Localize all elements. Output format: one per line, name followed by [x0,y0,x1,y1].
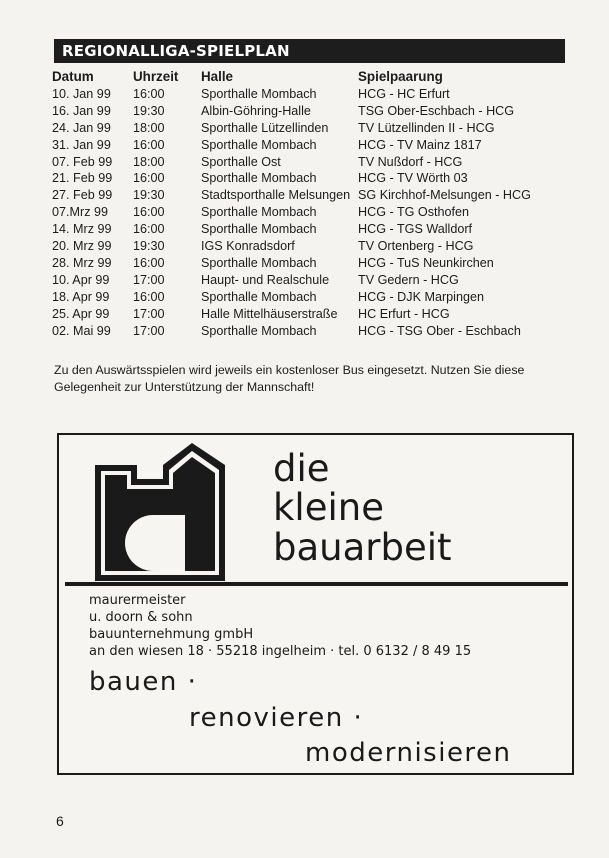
table-row [52,306,531,323]
table-row [52,187,531,204]
advertisement [57,433,574,775]
header-match: Spielpaarung [358,69,443,84]
cell-date: 27. Feb 99 [52,188,113,203]
table-row [52,154,531,171]
cell-hall: Haupt- und Realschule [201,272,330,287]
cell-time: 17:00 [133,306,165,321]
table-header-row [52,69,531,86]
cell-hall: Sporthalle Mombach [201,86,317,101]
cell-match: HCG - HC Erfurt [358,86,450,101]
cell-match: TSG Ober-Eschbach - HCG [358,103,515,118]
cell-match: HCG - TV Mainz 1817 [358,137,482,152]
cell-hall: Sporthalle Mombach [201,205,317,220]
cell-hall: Stadtsporthalle Melsungen [201,188,351,203]
cell-match: TV Gedern - HCG [358,272,459,287]
cell-hall: Sporthalle Lützellinden [201,120,329,135]
cell-hall: Sporthalle Ost [201,154,281,169]
cell-time: 16:00 [133,171,165,186]
cell-date: 31. Jan 99 [52,137,111,152]
house-logo-icon [95,443,235,593]
cell-match: HCG - TGS Walldorf [358,222,473,237]
table-row [52,272,531,289]
cell-date: 07. Feb 99 [52,154,113,169]
cell-time: 17:00 [133,323,165,338]
header-date: Datum [52,69,94,84]
table-row [52,137,531,154]
header-time: Uhrzeit [133,69,179,84]
cell-date: 16. Jan 99 [52,103,111,118]
bus-note: Zu den Auswärtsspielen wird jeweils ein kostenloser Bus eingesetzt. Nutzen Sie diese Gelegenheit zur Unterstützung der Mannschaft! [54,363,525,394]
ad-address-line: maurermeister [89,593,186,608]
cell-hall: IGS Konradsdorf [201,239,295,254]
cell-time: 19:30 [133,188,165,203]
ad-address-line: u. doorn & sohn [89,610,193,625]
schedule-table [52,69,531,340]
cell-match: TV Ortenberg - HCG [358,239,474,254]
cell-date: 02. Mai 99 [52,323,111,338]
cell-match: HCG - TV Wörth 03 [358,171,468,186]
ad-slogan-line: renovieren · [189,703,364,733]
cell-date: 24. Jan 99 [52,120,111,135]
cell-match: HC Erfurt - HCG [358,306,450,321]
cell-time: 16:00 [133,289,165,304]
cell-match: HCG - TG Osthofen [358,205,470,220]
table-row [52,86,531,103]
table-row [52,170,531,187]
cell-hall: Sporthalle Mombach [201,137,317,152]
table-row [52,103,531,120]
cell-hall: Sporthalle Mombach [201,323,317,338]
cell-date: 10. Jan 99 [52,86,111,101]
table-row [52,238,531,255]
table-row [52,120,531,137]
cell-date: 20. Mrz 99 [52,239,112,254]
cell-time: 18:00 [133,120,165,135]
cell-time: 19:30 [133,239,165,254]
ad-address-line: bauunternehmung gmbH [89,627,254,642]
cell-match: SG Kirchhof-Melsungen - HCG [358,188,531,203]
cell-time: 18:00 [133,154,165,169]
cell-hall: Halle Mittelhäuserstraße [201,306,338,321]
cell-time: 19:30 [133,103,165,118]
cell-hall: Sporthalle Mombach [201,222,317,237]
ad-slogan-line: modernisieren [305,738,512,768]
table-row [52,221,531,238]
cell-date: 18. Apr 99 [52,289,110,304]
schedule-body [52,86,531,340]
cell-hall: Sporthalle Mombach [201,255,317,270]
ad-title-line: bauarbeit [273,526,452,569]
cell-date: 07.Mrz 99 [52,205,108,220]
cell-time: 16:00 [133,222,165,237]
cell-date: 21. Feb 99 [52,171,113,186]
table-row [52,289,531,306]
schedule-banner: REGIONALLIGA-SPIELPLAN [54,39,565,63]
cell-time: 16:00 [133,86,165,101]
cell-match: HCG - TuS Neunkirchen [358,255,494,270]
page-number: 6 [56,813,64,829]
cell-date: 14. Mrz 99 [52,222,112,237]
cell-date: 28. Mrz 99 [52,255,112,270]
cell-time: 16:00 [133,137,165,152]
cell-date: 10. Apr 99 [52,272,110,287]
ad-title-line: die [273,447,330,490]
cell-time: 16:00 [133,255,165,270]
table-row [52,255,531,272]
cell-match: HCG - TSG Ober - Eschbach [358,323,521,338]
ad-slogan-line: bauen · [89,667,198,697]
cell-match: TV Lützellinden II - HCG [358,120,495,135]
cell-time: 16:00 [133,205,165,220]
ad-address-line: an den wiesen 18 · 55218 ingelheim · tel. 0 6132 / 8 49 15 [89,644,472,659]
ad-title-line: kleine [273,486,384,529]
cell-match: HCG - DJK Marpingen [358,289,484,304]
ad-divider [65,582,568,586]
header-hall: Halle [201,69,234,84]
cell-hall: Albin-Göhring-Halle [201,103,311,118]
cell-hall: Sporthalle Mombach [201,289,317,304]
cell-hall: Sporthalle Mombach [201,171,317,186]
table-row [52,323,531,340]
cell-match: TV Nußdorf - HCG [358,154,463,169]
cell-date: 25. Apr 99 [52,306,110,321]
cell-time: 17:00 [133,272,165,287]
table-row [52,204,531,221]
